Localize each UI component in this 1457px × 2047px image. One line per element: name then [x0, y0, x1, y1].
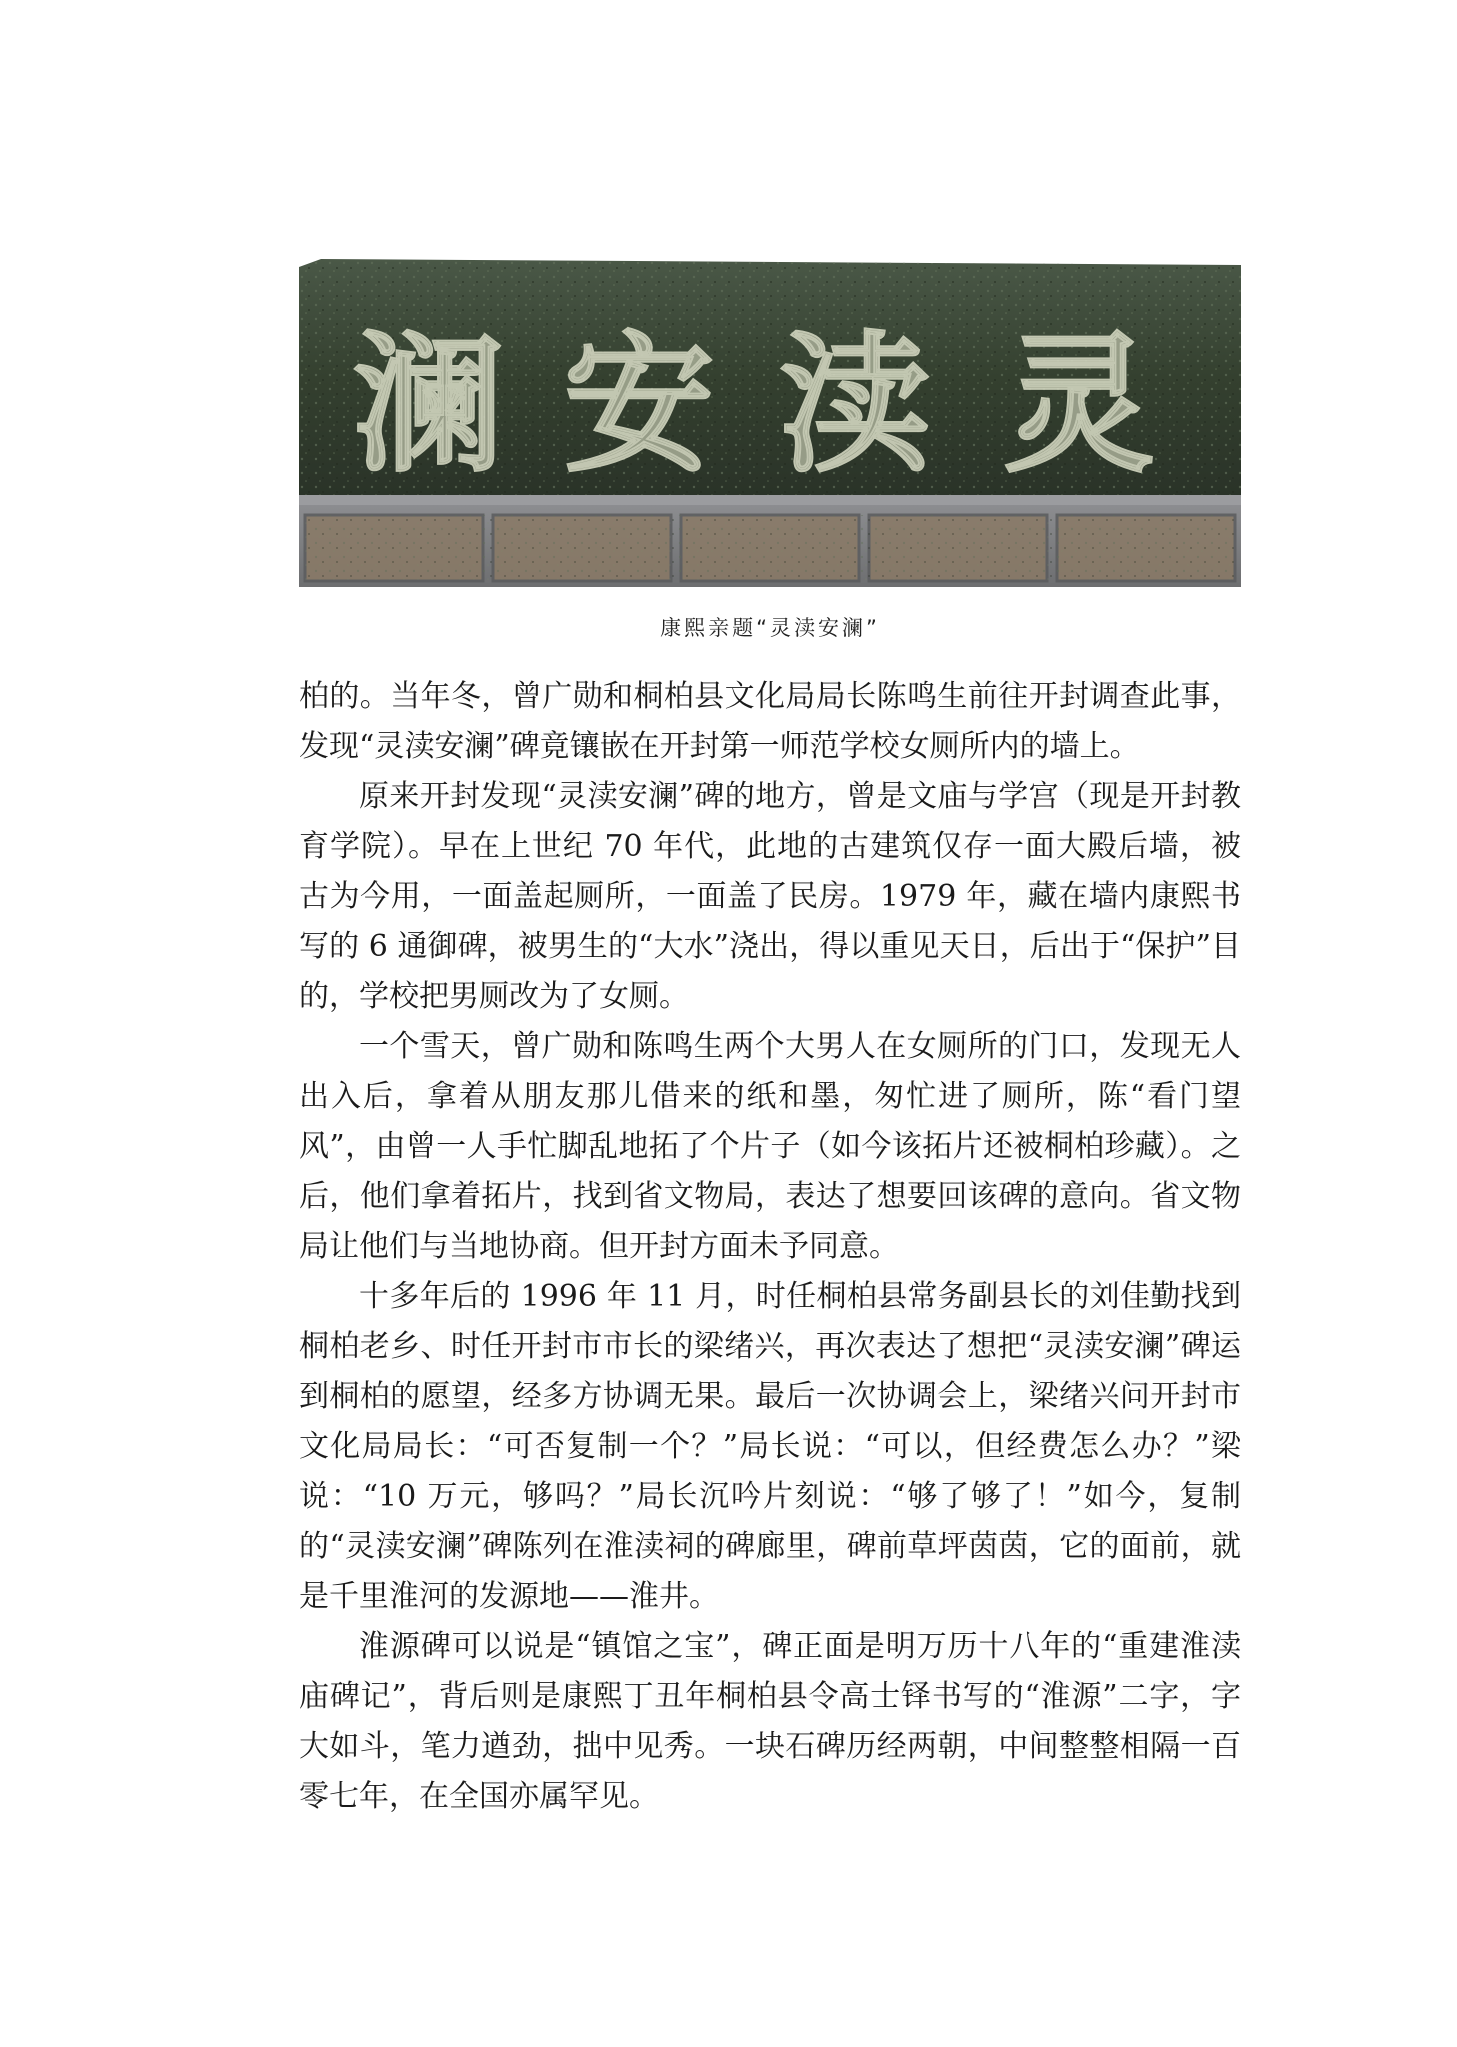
stone-tablet-photo [299, 259, 1241, 587]
inscription-char: 澜 [353, 317, 505, 493]
paragraph: 原来开封发现“灵渎安澜”碑的地方，曾是文庙与学宫（现是开封教育学院）。早在上世纪 70 年代，此地的古建筑仅存一面大殿后墙，被古为今用，一面盖起厕所，一面盖了民房。1979 年，藏在墙内康熙书写的 6 通御碑，被男生的“大水”浇出，得以重见天日，后出于“保护”目的，学校把男厕改为了女厕。 [299, 779, 1241, 1014]
paragraph: 柏的。当年冬，曾广勋和桐柏县文化局局长陈鸣生前往开封调查此事，发现“灵渎安澜”碑竟镶嵌在开封第一师范学校女厕所内的墙上。 [299, 679, 1241, 764]
figure-caption: 康熙亲题“灵渎安澜” [660, 616, 880, 640]
paragraph: 一个雪天，曾广勋和陈鸣生两个大男人在女厕所的门口，发现无人出入后，拿着从朋友那儿借来的纸和墨，匆忙进了厕所，陈“看门望风”，由曾一人手忙脚乱地拓了个片子（如今该拓片还被桐柏珍藏）。之后，他们拿着拓片，找到省文物局，表达了想要回该碑的意向。省文物局让他们与当地协商。但开封方面未予同意。 [299, 1029, 1241, 1264]
inscription-char: 灵 [1003, 317, 1155, 493]
paragraph: 十多年后的 1996 年 11 月，时任桐柏县常务副县长的刘佳勤找到桐柏老乡、时任开封市市长的梁绪兴，再次表达了想把“灵渎安澜”碑运到桐柏的愿望，经多方协调无果。最后一次协调会上，梁绪兴问开封市文化局局长：“可否复制一个？”局长说：“可以，但经费怎么办？”梁说：“10 万元，够吗？”局长沉吟片刻说：“够了够了！”如今，复制的“灵渎安澜”碑陈列在淮渎祠的碑廊里，碑前草坪茵茵，它的面前，就是千里淮河的发源地——淮井。 [299, 1279, 1241, 1614]
stone-tablet-illustration [299, 259, 1241, 587]
inscription-char: 渎 [778, 317, 930, 493]
paragraph: 淮源碑可以说是“镇馆之宝”，碑正面是明万历十八年的“重建淮渎庙碑记”，背后则是康熙丁丑年桐柏县令高士铎书写的“淮源”二字，字大如斗，笔力遒劲，拙中见秀。一块石碑历经两朝，中间整整相隔一百零七年，在全国亦属罕见。 [299, 1629, 1241, 1814]
inscription-char: 安 [563, 317, 715, 493]
article-body [299, 672, 1241, 1822]
